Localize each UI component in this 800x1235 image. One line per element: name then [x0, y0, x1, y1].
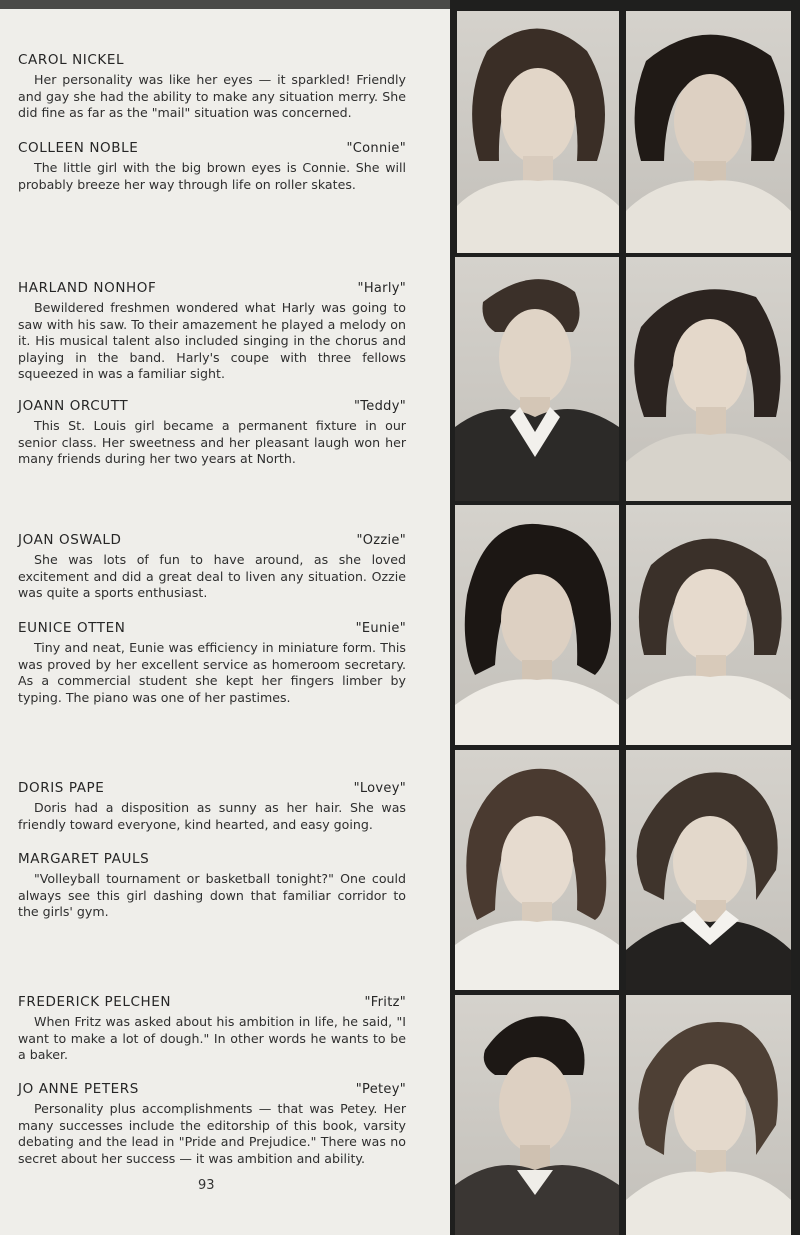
- entry-margaret-pauls: [18, 851, 406, 921]
- portrait-margaret-pauls: [626, 750, 791, 990]
- page-number: 93: [198, 1178, 215, 1193]
- student-name: JOANN ORCUTT: [18, 398, 129, 414]
- student-bio: Personality plus accomplishments — that was Petey. Her many successes include the editorship of this book, varsity debating and the lead in "Pride and Prejudice." There was no secret about her success — it was ambition and ability.: [18, 1101, 406, 1166]
- portrait-carol-nickel: [457, 11, 619, 253]
- student-nickname: "Fritz": [364, 995, 406, 1010]
- portrait-frederick-pelchen: [455, 995, 619, 1235]
- entry-eunice-otten: [18, 620, 406, 706]
- portrait-jo-anne-peters: [626, 995, 791, 1235]
- student-bio: This St. Louis girl became a permanent fixture in our senior class. Her sweetness and her pleasant laugh won her many friends during her two years at North.: [18, 418, 406, 467]
- student-name: EUNICE OTTEN: [18, 620, 126, 636]
- student-nickname: "Eunie": [355, 621, 406, 636]
- student-bio: She was lots of fun to have around, as she loved excitement and did a great deal to liven any situation. Ozzie was quite a sports enthusiast.: [18, 552, 406, 601]
- entry-harland-nonhof: [18, 280, 406, 383]
- student-nickname: "Ozzie": [356, 533, 406, 548]
- student-name: JO ANNE PETERS: [18, 1081, 139, 1097]
- entry-doris-pape: [18, 780, 406, 833]
- portrait-eunice-otten: [626, 505, 791, 745]
- student-name: JOAN OSWALD: [18, 532, 122, 548]
- entry-frederick-pelchen: [18, 994, 406, 1064]
- student-name: HARLAND NONHOF: [18, 280, 157, 296]
- student-bio: "Volleyball tournament or basketball tonight?" One could always see this girl dashing down that familiar corridor to the girls' gym.: [18, 871, 406, 920]
- student-bio: When Fritz was asked about his ambition in life, he said, "I want to make a lot of dough." In other words he wants to be a baker.: [18, 1014, 406, 1063]
- student-bio: Her personality was like her eyes — it sparkled! Friendly and gay she had the ability to make any situation merry. She did fine as far as the "mail" situation was concerned.: [18, 72, 406, 121]
- student-bio: Bewildered freshmen wondered what Harly was going to saw with his saw. To their amazement he played a melody on it. His musical talent also included singing in the chorus and playing in the band. Harly's coupe with three fellows squeezed in was a familiar sight.: [18, 300, 406, 382]
- portrait-column: [450, 0, 800, 1235]
- student-bio: The little girl with the big brown eyes is Connie. She will probably breeze her way through life on roller skates.: [18, 160, 406, 192]
- entry-joann-orcutt: [18, 398, 406, 468]
- student-bio: Doris had a disposition as sunny as her hair. She was friendly toward everyone, kind hearted, and easy going.: [18, 800, 406, 832]
- student-name: CAROL NICKEL: [18, 52, 125, 68]
- student-nickname: "Petey": [355, 1082, 406, 1097]
- entry-joan-oswald: [18, 532, 406, 602]
- portrait-doris-pape: [455, 750, 619, 990]
- student-name: DORIS PAPE: [18, 780, 105, 796]
- entry-jo-anne-peters: [18, 1081, 406, 1167]
- portrait-joan-oswald: [455, 505, 619, 745]
- portrait-harland-nonhof: [455, 257, 619, 501]
- student-nickname: "Lovey": [353, 781, 406, 796]
- entry-carol-nickel: [18, 52, 406, 122]
- student-bio: Tiny and neat, Eunie was efficiency in miniature form. This was proved by her excellent service as homeroom secretary. As a commercial student she kept her fingers limber by typing. The piano was one of her pastimes.: [18, 640, 406, 705]
- student-nickname: "Harly": [357, 281, 406, 296]
- portrait-colleen-noble: [626, 11, 791, 253]
- portrait-joann-orcutt: [626, 257, 791, 501]
- entry-colleen-noble: [18, 140, 406, 193]
- student-name: COLLEEN NOBLE: [18, 140, 139, 156]
- student-name: FREDERICK PELCHEN: [18, 994, 172, 1010]
- student-nickname: "Teddy": [354, 399, 406, 414]
- student-nickname: "Connie": [346, 141, 406, 156]
- student-name: MARGARET PAULS: [18, 851, 150, 867]
